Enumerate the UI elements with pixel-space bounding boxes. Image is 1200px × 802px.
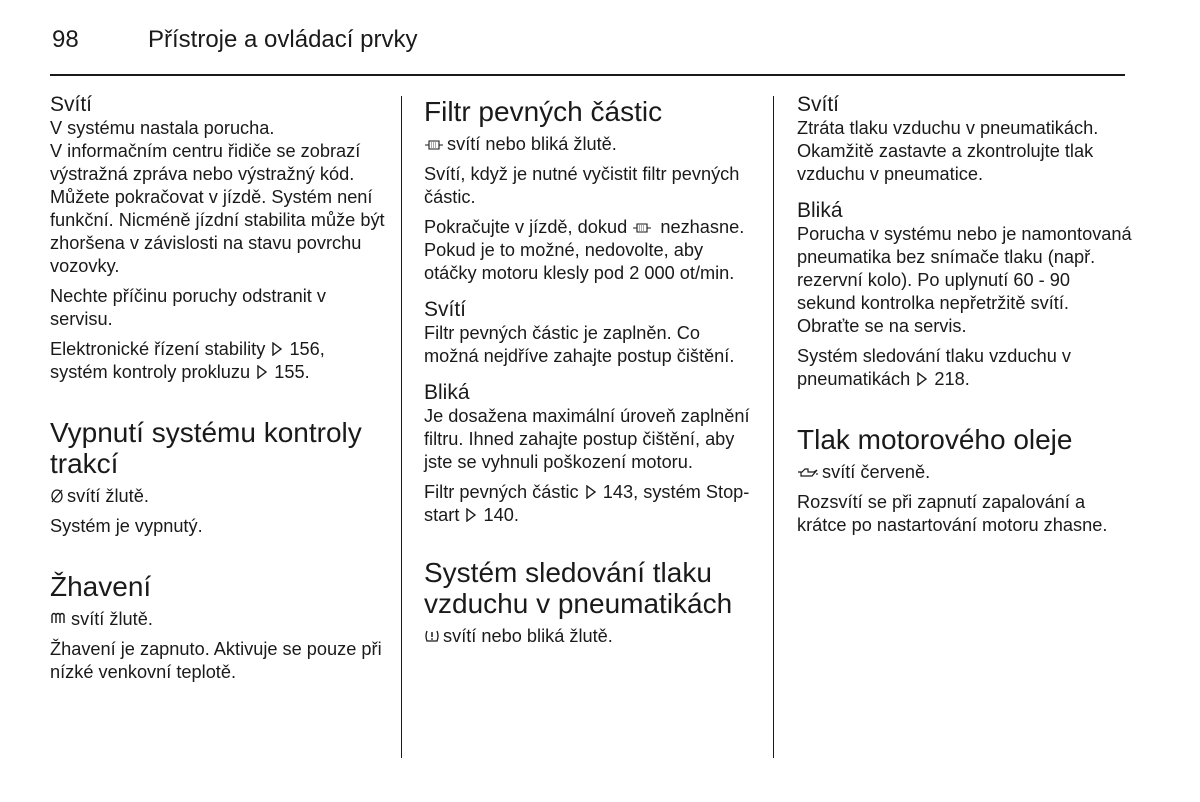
glow-plug-icon	[50, 611, 68, 627]
section-title: Tlak motorového oleje	[797, 424, 1073, 455]
page-reference-number[interactable]: 140	[483, 505, 514, 525]
page-reference-icon	[256, 365, 268, 379]
section-title: Systém sledování tlaku vzduchu v pneumatikách	[424, 557, 733, 619]
section-title: Vypnutí systému kontroly trakcí	[50, 417, 362, 479]
indicator-line	[424, 625, 759, 648]
text-span: nezhasne. Pokud je to možné, nedovolte, aby otáčky motoru klesly pod 2 000 ot/min.	[424, 217, 745, 283]
paragraph: Elektronické řízení stability 156, systém kontroly prokluzu 155.	[50, 339, 325, 382]
indicator-line	[50, 608, 385, 631]
column-middle	[424, 92, 759, 648]
indicator-line	[424, 133, 759, 156]
paragraph: Porucha v systému nebo je namontovaná pneumatika bez snímače tlaku (např. rezervní kolo). Po uplynutí 60 - 90 sekund kontrolka nepřetržitě svítí. Obraťte se na servis.	[797, 224, 1132, 336]
page-reference-icon	[465, 508, 477, 522]
page-number: 98	[52, 26, 79, 53]
indicator-line	[797, 461, 1132, 484]
text-span: Systém sledování tlaku vzduchu v pneumatikách	[797, 346, 1071, 389]
paragraph: Žhavení je zapnuto. Aktivuje se pouze při nízké venkovní teplotě.	[50, 639, 382, 682]
section-heading: Bliká	[424, 381, 470, 404]
page-reference-icon	[271, 342, 283, 356]
particle-filter-icon	[424, 138, 444, 152]
paragraph: Systém je vypnutý.	[50, 516, 203, 536]
paragraph: Filtr pevných částic je zaplněn. Co možná nejdříve zahajte postup čištění.	[424, 323, 735, 366]
paragraph: Je dosažena maximální úroveň zaplnění filtru. Ihned zahajte postup čištění, aby jste se vyhnuli poškození motoru.	[424, 406, 750, 472]
section-heading: Svítí	[797, 93, 840, 116]
particle-filter-icon	[632, 221, 652, 235]
column-divider	[401, 96, 402, 758]
page-reference-number[interactable]: 218	[934, 369, 965, 389]
text-span: svítí nebo bliká žlutě.	[447, 134, 617, 154]
paragraph	[424, 216, 759, 285]
page-reference-number[interactable]: 156	[289, 339, 320, 359]
paragraph: Svítí, když je nutné vyčistit filtr pevných částic.	[424, 164, 740, 207]
column-left	[50, 92, 385, 684]
section-title: Filtr pevných částic	[424, 96, 663, 127]
text-span: svítí žlutě.	[67, 486, 149, 506]
section-title: Žhavení	[50, 571, 152, 602]
text-span: Filtr pevných částic	[424, 482, 579, 502]
tire-pressure-warning-icon	[424, 628, 440, 644]
page-reference-icon	[585, 485, 597, 499]
text-span: Pokračujte v jízdě, dokud	[424, 217, 628, 237]
traction-control-off-icon	[50, 488, 64, 504]
paragraph: Filtr pevných částic 143, systém Stop-start 140.	[424, 482, 750, 525]
text-span: Elektronické řízení stability	[50, 339, 266, 359]
paragraph: Rozsvítí se při zapnutí zapalování a krátce po nastartování motoru zhasne.	[797, 492, 1108, 535]
text-span: svítí červeně.	[822, 462, 931, 482]
page-reference-icon	[916, 372, 928, 386]
text-span: systém Stop-start	[424, 482, 750, 525]
text-line: V systému nastala porucha.	[50, 118, 275, 138]
oil-pressure-icon	[797, 466, 819, 480]
page-header	[50, 24, 1125, 74]
section-heading: Svítí	[50, 93, 93, 116]
paragraph: Ztráta tlaku vzduchu v pneumatikách. Okamžitě zastavte a zkontrolujte tlak vzduchu v pneumatice.	[797, 118, 1099, 184]
text-span: svítí žlutě.	[71, 609, 153, 629]
text-span: systém kontroly prokluzu	[50, 362, 251, 382]
column-right	[797, 92, 1132, 537]
indicator-line	[50, 485, 385, 508]
section-heading: Svítí	[424, 298, 467, 321]
column-divider	[773, 96, 774, 758]
page-reference-number[interactable]: 155	[274, 362, 305, 382]
page-reference-number[interactable]: 143	[602, 482, 634, 502]
section-heading: Bliká	[797, 199, 843, 222]
paragraph	[50, 117, 385, 278]
paragraph: Nechte příčinu poruchy odstranit v servisu.	[50, 286, 326, 329]
text-block: V informačním centru řidiče se zobrazí výstražná zpráva nebo výstražný kód. Můžete pokračovat v jízdě. Systém není funkční. Nicméně jízdní stabilita může být zhoršena v závislosti na stavu povrchu vozovky.	[50, 141, 385, 276]
page-title: Přístroje a ovládací prvky	[148, 26, 418, 53]
text-span: svítí nebo bliká žlutě.	[443, 626, 613, 646]
header-divider	[50, 74, 1125, 76]
paragraph: Systém sledování tlaku vzduchu v pneumatikách 218.	[797, 346, 1071, 389]
